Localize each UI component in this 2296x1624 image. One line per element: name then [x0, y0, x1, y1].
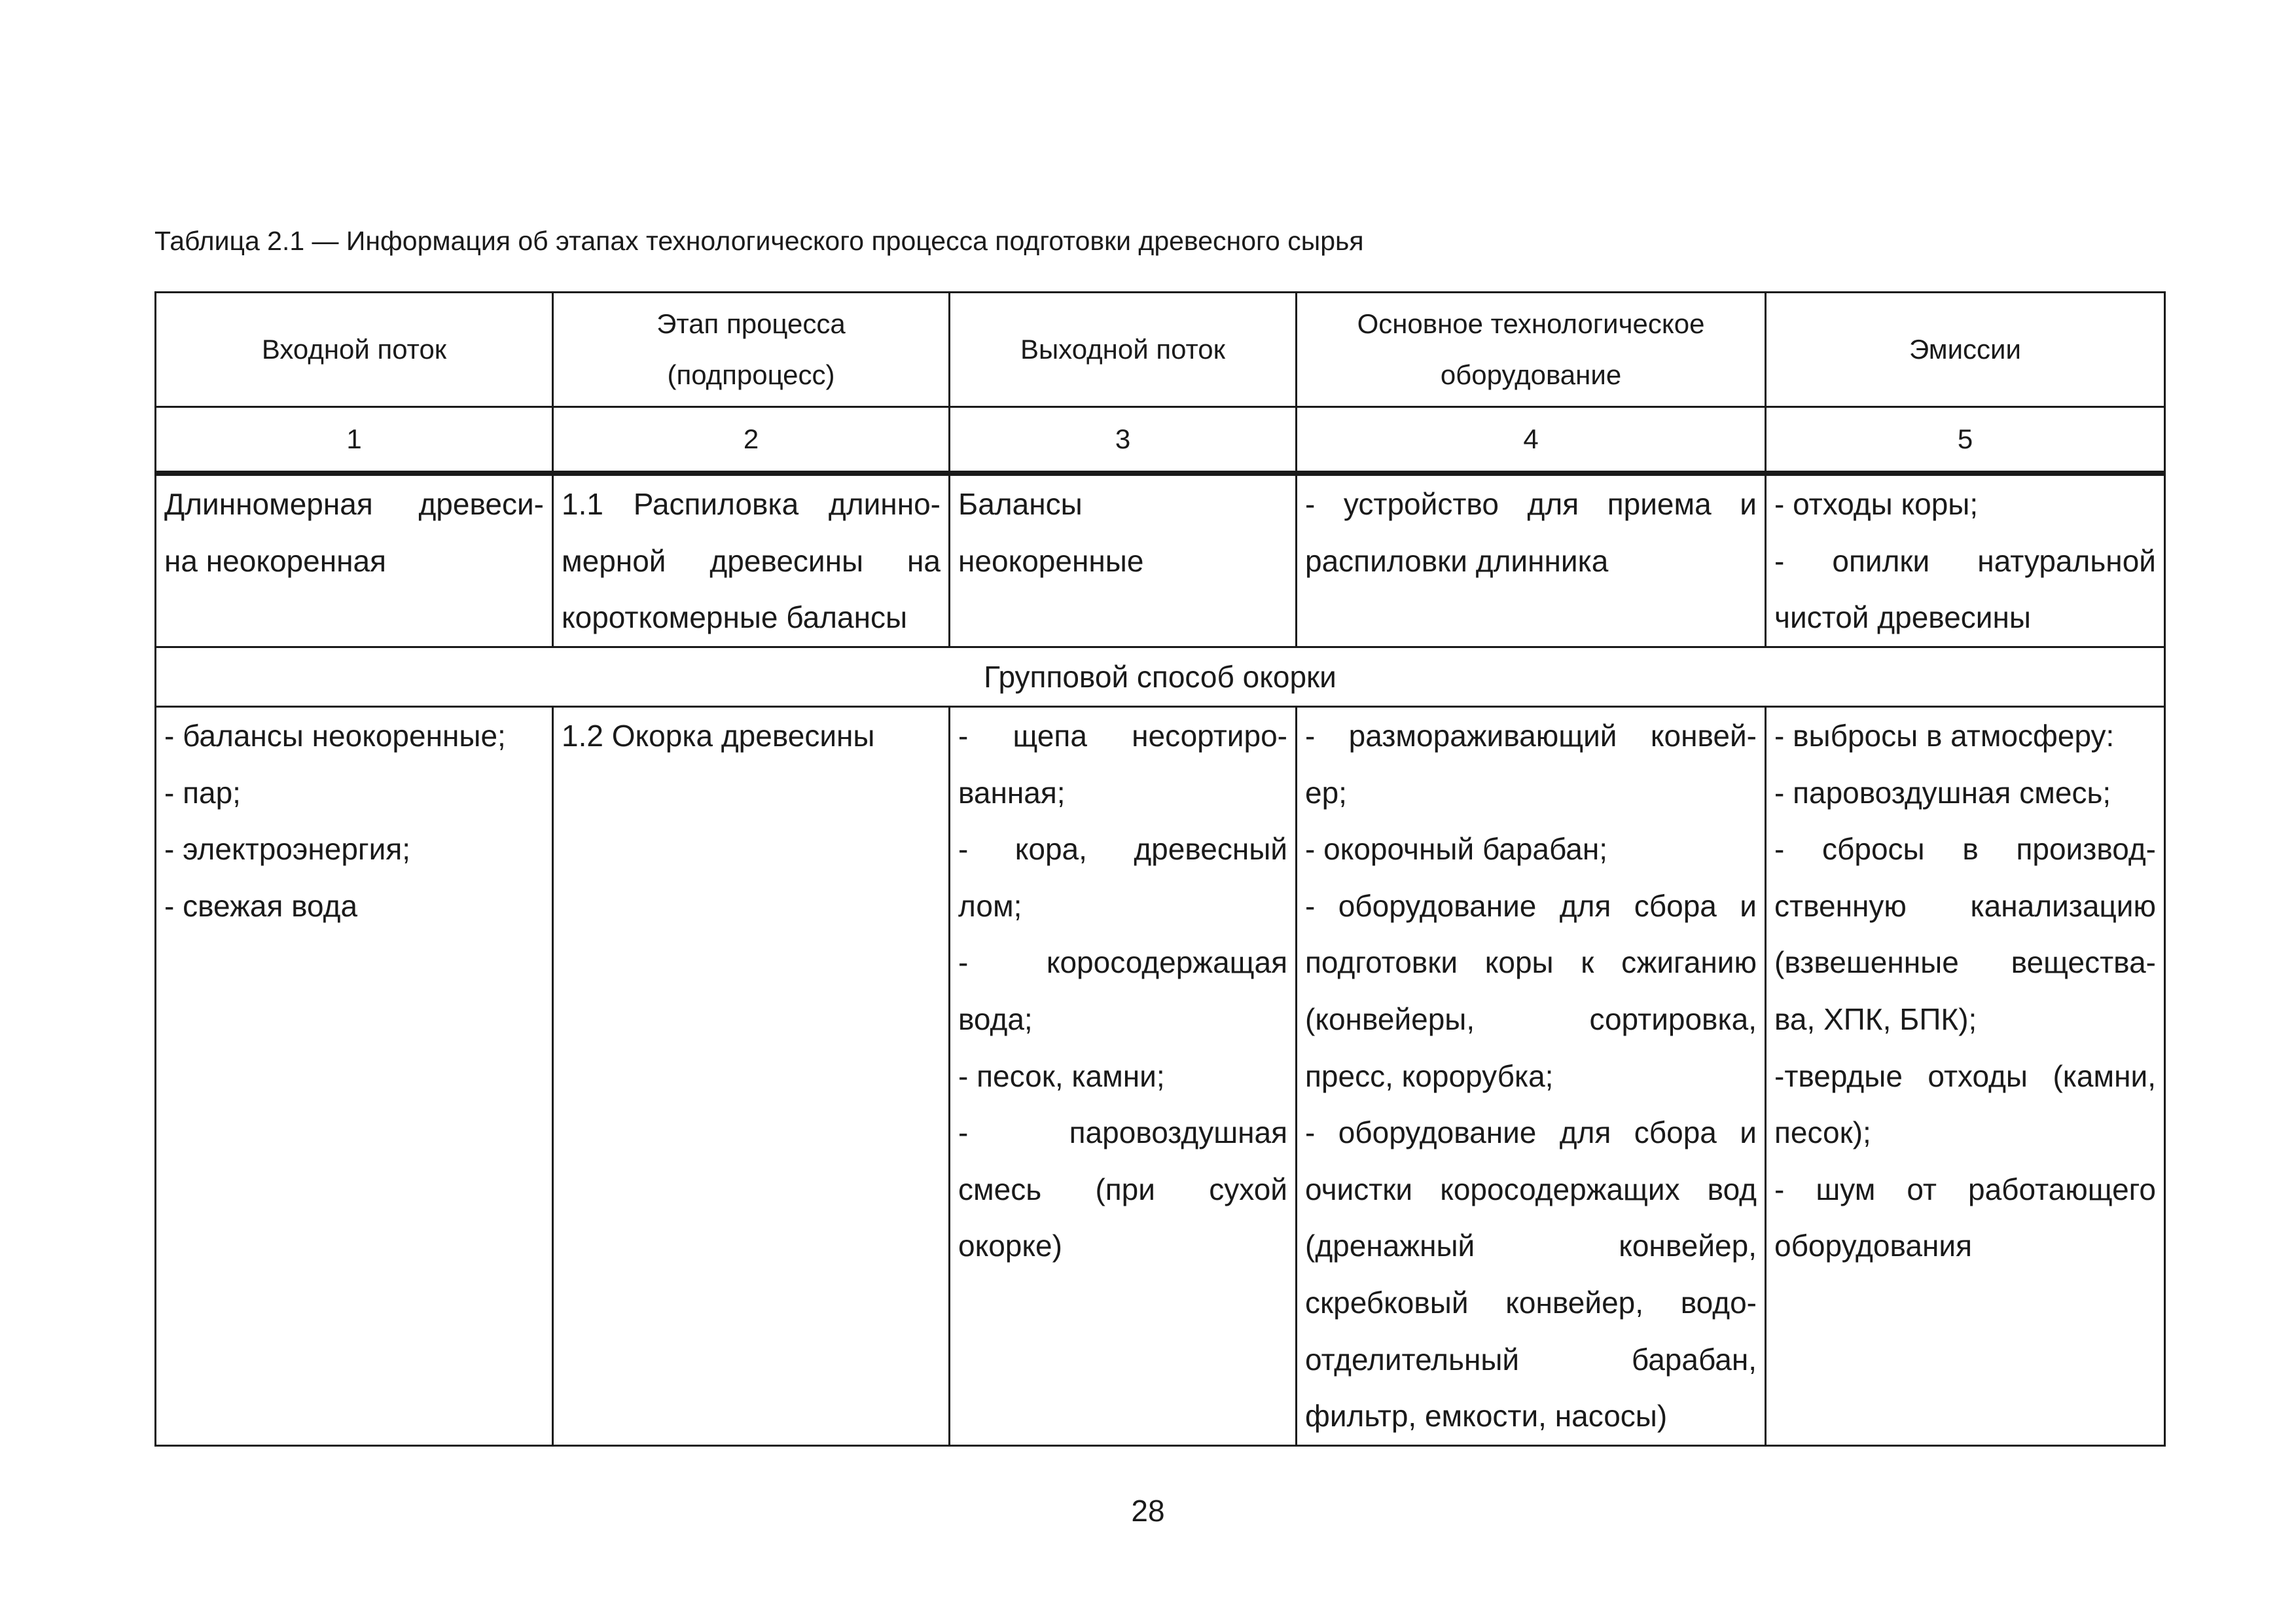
- column-number: 4: [1297, 407, 1766, 474]
- cell-line: - электроэнергия;: [164, 832, 411, 867]
- cell-line: короткомерные балансы: [562, 600, 908, 635]
- cell-line: оборудования: [1774, 1229, 1972, 1263]
- cell-stage: [553, 707, 950, 1446]
- cell-equipment: [1297, 473, 1766, 647]
- cell-line: - паровоздушная: [958, 1115, 1287, 1150]
- cell-line: лом;: [958, 888, 1022, 923]
- cell-line: подготовки коры к сжиганию: [1305, 945, 1757, 980]
- column-number: 5: [1766, 407, 2165, 474]
- cell-line: - отходы коры;: [1774, 487, 1979, 521]
- cell-line: ва, ХПК, БПК);: [1774, 1001, 1977, 1036]
- cell-equipment: [1297, 707, 1766, 1446]
- cell-line: на неокоренная: [164, 543, 387, 578]
- cell-line: неокоренные: [958, 543, 1144, 578]
- cell-line: - песок, камни;: [958, 1058, 1165, 1093]
- cell-emissions: [1766, 473, 2165, 647]
- cell-line: - размораживающий конвей-: [1305, 719, 1757, 753]
- cell-line: - щепа несортиро-: [958, 719, 1287, 753]
- cell-output: [950, 707, 1297, 1446]
- cell-line: очистки коросодержащих вод: [1305, 1172, 1757, 1206]
- cell-line: - оборудование для сбора и: [1305, 888, 1757, 923]
- header-input: Входной поток: [156, 293, 553, 407]
- cell-line: окорке): [958, 1229, 1062, 1263]
- cell-line: ер;: [1305, 775, 1347, 810]
- cell-output: [950, 473, 1297, 647]
- cell-line: - выбросы в атмосферу:: [1774, 719, 2115, 753]
- cell-line: ственную канализацию: [1774, 888, 2156, 923]
- cell-line: - шум от работающего: [1774, 1172, 2156, 1206]
- cell-line: пресс, корорубка;: [1305, 1058, 1554, 1093]
- cell-line: фильтр, емкости, насосы): [1305, 1399, 1668, 1434]
- cell-line: - коросодержащая: [958, 945, 1287, 980]
- header-equipment: Основное технологическое оборудование: [1297, 293, 1766, 407]
- table-caption: Таблица 2.1 — Информация об этапах технологического процесса подготовки древесного сырья: [154, 226, 1364, 256]
- process-table: [154, 291, 2166, 1447]
- cell-emissions: [1766, 707, 2165, 1446]
- cell-line: - свежая вода: [164, 888, 358, 923]
- column-number: 3: [950, 407, 1297, 474]
- cell-line: - пар;: [164, 775, 241, 810]
- cell-line: вода;: [958, 1001, 1033, 1036]
- cell-stage: [553, 473, 950, 647]
- cell-line: Балансы: [958, 487, 1083, 521]
- cell-line: (конвейеры, сортировка,: [1305, 1001, 1757, 1036]
- cell-line: чистой древесины: [1774, 600, 2031, 635]
- cell-line: (взвешенные вещества-: [1774, 945, 2156, 980]
- cell-input: [156, 473, 553, 647]
- cell-line: - опилки натуральной: [1774, 543, 2156, 578]
- cell-line: мерной древесины на: [562, 543, 941, 578]
- cell-line: - сбросы в производ-: [1774, 832, 2156, 867]
- table-row: [156, 707, 2165, 1446]
- cell-line: отделительный барабан,: [1305, 1342, 1757, 1377]
- cell-line: 1.1 Распиловка длинно-: [562, 487, 941, 521]
- cell-line: -твердые отходы (камни,: [1774, 1058, 2156, 1093]
- cell-line: смесь (при сухой: [958, 1172, 1287, 1206]
- cell-line: - устройство для приема и: [1305, 487, 1757, 521]
- cell-line: - паровоздушная смесь;: [1774, 775, 2111, 810]
- header-row: [156, 293, 2165, 407]
- cell-line: - окорочный барабан;: [1305, 832, 1608, 867]
- column-number-row: [156, 407, 2165, 474]
- cell-line: (дренажный конвейер,: [1305, 1229, 1757, 1263]
- column-number: 1: [156, 407, 553, 474]
- group-row: [156, 647, 2165, 707]
- header-stage: Этап процесса (подпроцесс): [553, 293, 950, 407]
- column-number: 2: [553, 407, 950, 474]
- cell-line: ванная;: [958, 775, 1066, 810]
- cell-line: распиловки длинника: [1305, 543, 1609, 578]
- cell-line: - кора, древесный: [958, 832, 1287, 867]
- cell-input: [156, 707, 553, 1446]
- header-emissions: Эмиссии: [1766, 293, 2165, 407]
- header-output: Выходной поток: [950, 293, 1297, 407]
- cell-line: Длинномерная древеси-: [164, 487, 544, 521]
- cell-line: - балансы неокоренные;: [164, 719, 506, 753]
- cell-line: песок);: [1774, 1115, 1871, 1150]
- group-label: Групповой способ окорки: [156, 647, 2165, 707]
- cell-line: скребковый конвейер, водо-: [1305, 1285, 1757, 1320]
- table-row: [156, 473, 2165, 647]
- cell-line: - оборудование для сбора и: [1305, 1115, 1757, 1150]
- cell-line: 1.2 Окорка древесины: [562, 719, 875, 753]
- page-number: 28: [1131, 1494, 1165, 1528]
